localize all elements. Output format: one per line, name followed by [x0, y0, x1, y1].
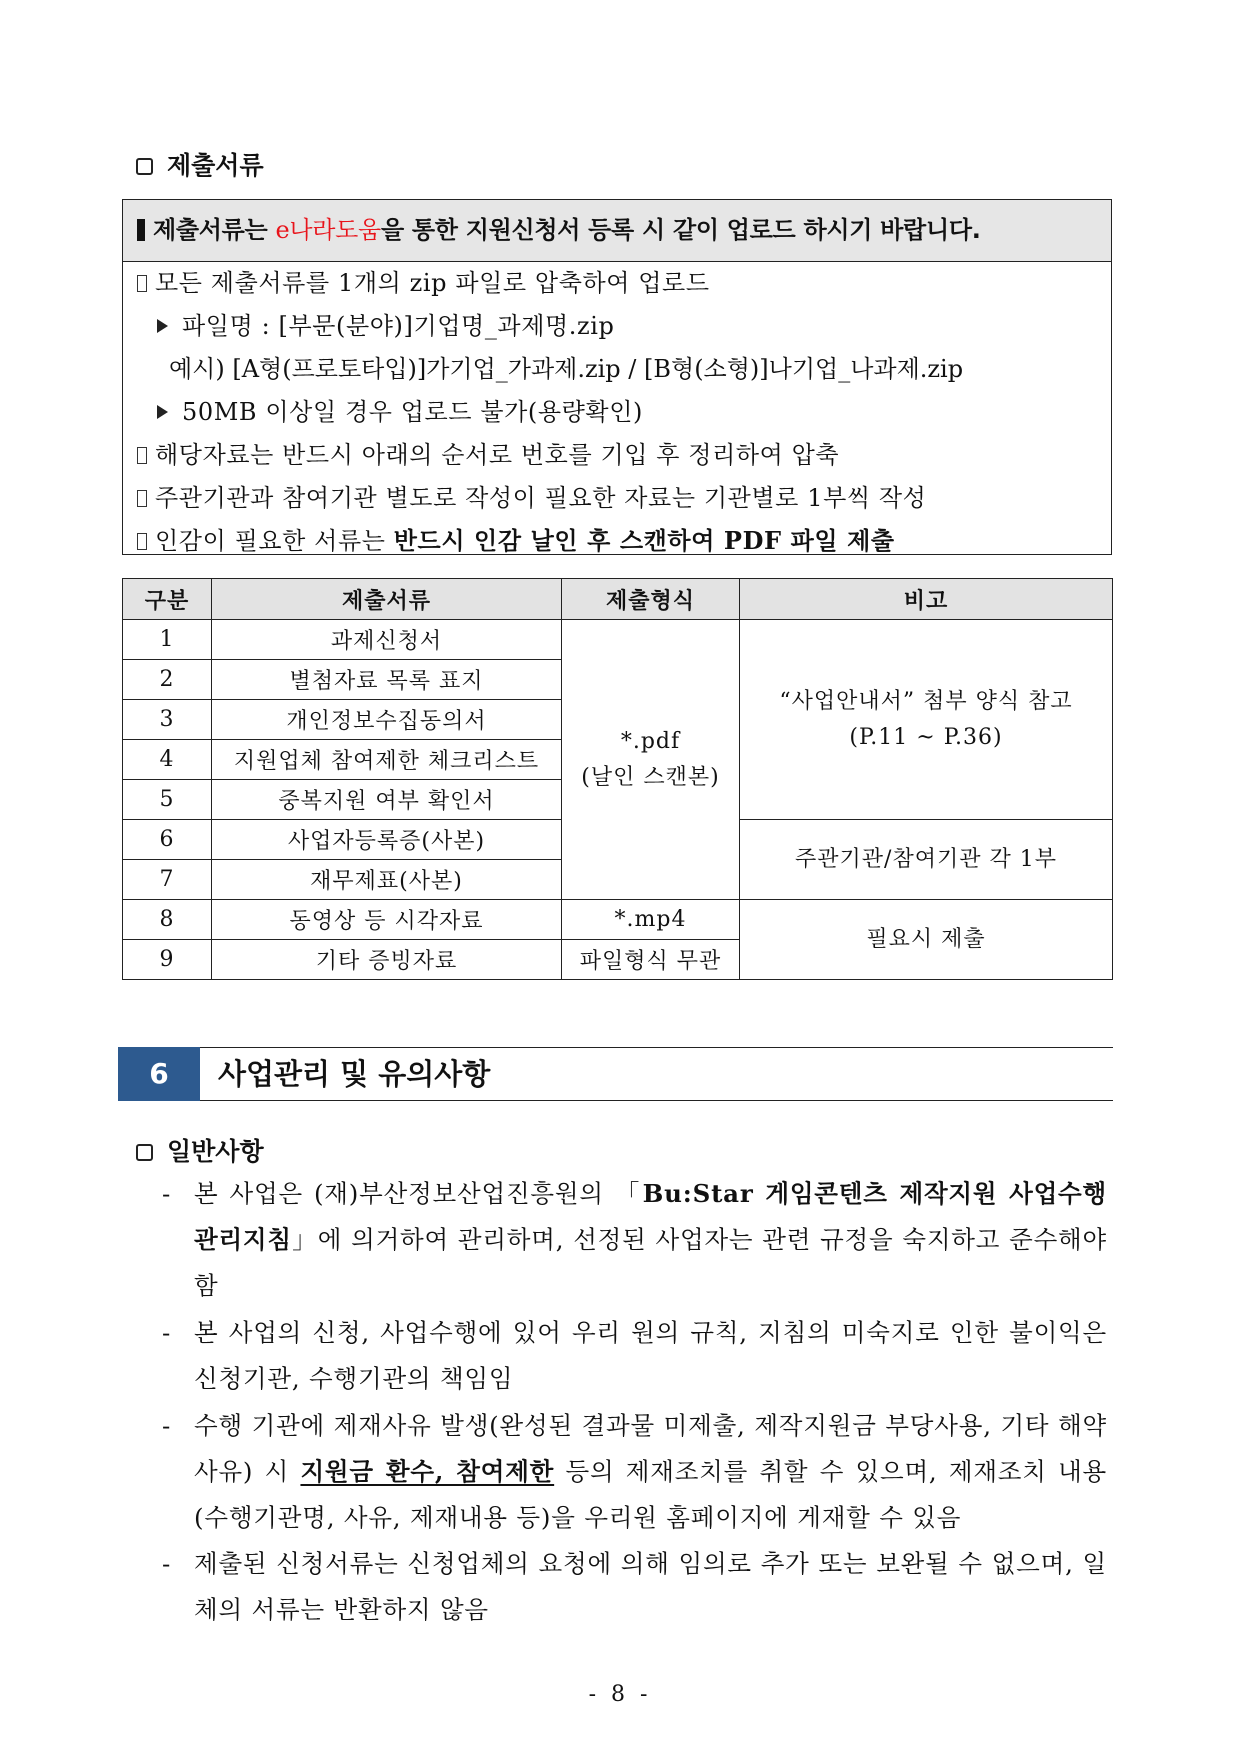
sanction-emphasis: 지원금 환수, 참여제한 — [300, 1457, 555, 1486]
hollow-box-icon — [137, 447, 147, 464]
bar-marker-icon — [137, 219, 145, 241]
row-no: 8 — [123, 900, 212, 940]
row-doc: 재무제표(사본) — [212, 860, 562, 900]
submission-heading: 제출서류 — [136, 146, 264, 182]
notice-item: 인감이 필요한 서류는 반드시 인감 날인 후 스캔하여 PDF 파일 제출 — [137, 521, 895, 556]
dash-bullet: - — [162, 1318, 171, 1347]
header-no: 구분 — [123, 579, 212, 620]
row-doc: 별첨자료 목록 표지 — [212, 660, 562, 700]
notice-item: 주관기관과 참여기관 별도로 작성이 필요한 자료는 기관별로 1부씩 작성 — [137, 478, 926, 513]
notice-item: 모든 제출서류를 1개의 zip 파일로 압축하여 업로드 — [137, 263, 710, 298]
row-doc: 과제신청서 — [212, 620, 562, 660]
row-no: 7 — [123, 860, 212, 900]
row-no: 1 — [123, 620, 212, 660]
note-ref-cell: “사업안내서” 첨부 양식 참고 (P.11 ~ P.36) — [740, 620, 1113, 820]
format-mp4-cell: *.mp4 — [562, 900, 740, 940]
row-doc: 사업자등록증(사본) — [212, 820, 562, 860]
notice-header: 제출서류는 e나라도움을 통한 지원신청서 등록 시 같이 업로드 하시기 바랍니다. — [123, 200, 1111, 262]
notice-subitem: 파일명 : [부문(분야)]기업명_과제명.zip — [157, 306, 615, 341]
notice-item: 해당자료는 반드시 아래의 순서로 번호를 기입 후 정리하여 압축 — [137, 435, 839, 470]
dash-bullet: - — [162, 1549, 171, 1578]
row-no: 2 — [123, 660, 212, 700]
submission-docs-table — [122, 578, 1113, 980]
hollow-box-icon — [137, 533, 147, 550]
table-row — [123, 900, 1113, 940]
general-item-2: - 본 사업의 신청, 사업수행에 있어 우리 원의 규칙, 지침의 미숙지로 인한 불이익은 신청기관, 수행기관의 책임임 — [162, 1310, 1107, 1402]
header-doc: 제출서류 — [212, 579, 562, 620]
hollow-box-icon — [137, 275, 147, 292]
section-header — [118, 1047, 1113, 1101]
page-number: - 8 - — [588, 1682, 652, 1707]
header-format: 제출형식 — [562, 579, 740, 620]
section-number: 6 — [118, 1047, 200, 1101]
general-item-1: - 본 사업은 (재)부산정보산업진흥원의 「Bu:Star 게임콘텐츠 제작지원 사업수행 관리지침」에 의거하여 관리하며, 선정된 사업자는 관련 규정을 숙지하고 준수해야 함 — [162, 1171, 1107, 1309]
row-doc: 지원업체 참여제한 체크리스트 — [212, 740, 562, 780]
format-pdf-cell: *.pdf (날인 스캔본) — [562, 620, 740, 900]
general-item-4: - 제출된 신청서류는 신청업체의 요청에 의해 임의로 추가 또는 보완될 수 없으며, 일체의 서류는 반환하지 않음 — [162, 1541, 1107, 1633]
note-optional-cell: 필요시 제출 — [740, 900, 1113, 980]
submission-notice-box — [122, 199, 1112, 555]
row-doc: 동영상 등 시각자료 — [212, 900, 562, 940]
row-no: 3 — [123, 700, 212, 740]
dash-bullet: - — [162, 1179, 171, 1208]
general-item-3: - 수행 기관에 제재사유 발생(완성된 결과물 미제출, 제작지원금 부당사용, 기타 해약사유) 시 지원금 환수, 참여제한 등의 제재조치를 취할 수 있으며, 제재조치 내용(수행기관명, 사유, 제재내용 등)을 우리원 홈페이지에 게재할 수 있음 — [162, 1403, 1107, 1541]
checkbox-square-icon — [136, 1144, 153, 1161]
triangle-bullet-icon — [157, 319, 168, 333]
e-nara-highlight: e나라도움 — [275, 216, 381, 244]
row-doc: 기타 증빙자료 — [212, 940, 562, 980]
general-heading: 일반사항 — [136, 1132, 264, 1168]
dash-bullet: - — [162, 1411, 171, 1440]
row-doc: 개인정보수집동의서 — [212, 700, 562, 740]
notice-example: 예시) [A형(프로토타입)]가기업_가과제.zip / [B형(소형)]나기업_나과제.zip — [169, 355, 964, 383]
notice-subitem: 50MB 이상일 경우 업로드 불가(용량확인) — [157, 392, 643, 427]
row-no: 9 — [123, 940, 212, 980]
checkbox-square-icon — [136, 158, 153, 175]
row-no: 6 — [123, 820, 212, 860]
hollow-box-icon — [137, 490, 147, 507]
row-no: 5 — [123, 780, 212, 820]
row-doc: 중복지원 여부 확인서 — [212, 780, 562, 820]
table-row — [123, 620, 1113, 660]
format-any-cell: 파일형식 무관 — [562, 940, 740, 980]
note-each-cell: 주관기관/참여기관 각 1부 — [740, 820, 1113, 900]
header-note: 비고 — [740, 579, 1113, 620]
row-no: 4 — [123, 740, 212, 780]
table-header-row — [123, 579, 1113, 620]
section-title: 사업관리 및 유의사항 — [218, 1057, 491, 1091]
triangle-bullet-icon — [157, 405, 168, 419]
